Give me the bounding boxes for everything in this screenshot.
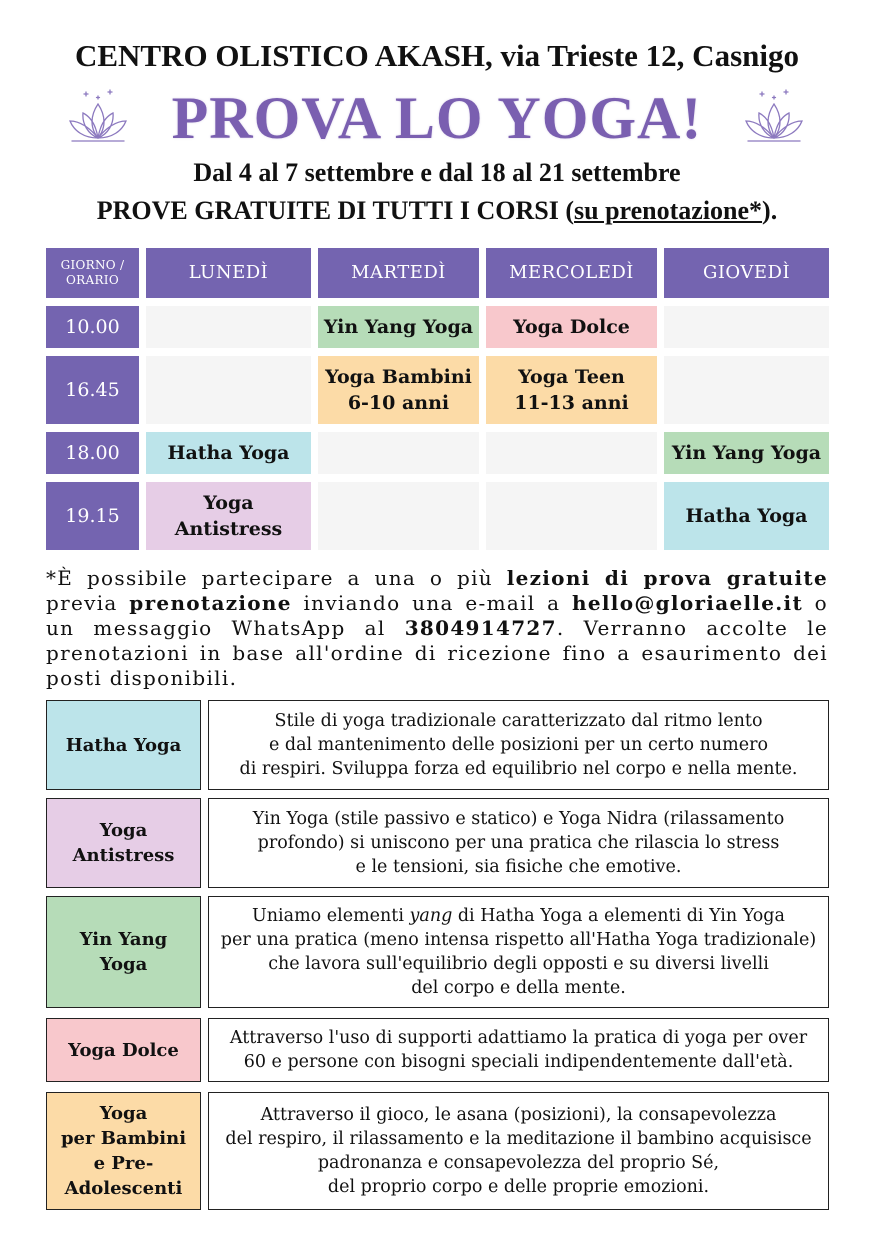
desc-text: Uniamo elementi: [252, 906, 410, 926]
desc-italic: yang: [409, 906, 453, 926]
booking-note: [46, 566, 828, 691]
schedule-slot: [664, 356, 829, 424]
phone-number[interactable]: 3804914727: [404, 616, 557, 640]
schedule-slot: Yoga Antistress: [146, 482, 311, 550]
course-description-dolce: Attraverso l'uso di supporti adattiamo la pratica di yoga per over 60 e persone con bisogni speciali indipendentemente dall'età.: [208, 1018, 829, 1082]
schedule-slot: Yoga Bambini 6-10 anni: [318, 356, 479, 424]
corner-cell: [46, 248, 139, 298]
dates-line: Dal 4 al 7 settembre e dal 18 al 21 settembre: [193, 158, 681, 187]
note-bold: lezioni di prova gratuite: [506, 566, 828, 590]
time-cell: 19.15: [46, 482, 139, 550]
note-text: . Verranno accolte le prenotazioni in base all'ordine di ricezione fino a esaurimento dei posti disponibili.: [46, 616, 828, 690]
schedule-slot: [486, 482, 657, 550]
schedule-slot: [318, 482, 479, 550]
day-header-thursday: GIOVEDÌ: [664, 248, 829, 298]
course-label-hatha: Hatha Yoga: [46, 700, 201, 790]
course-description-bambini: Attraverso il gioco, le asana (posizioni), la consapevolezza del respiro, il rilassamento e la meditazione il bambino acquisisce padronanza e consapevolezza del proprio Sé, del proprio corpo e delle proprie emozioni.: [208, 1092, 829, 1210]
note-text: previa: [46, 591, 130, 615]
corner-line-1: GIORNO /: [60, 258, 125, 272]
corner-line-2: ORARIO: [66, 273, 119, 287]
course-label-yinyang: Yin Yang Yoga: [46, 896, 201, 1008]
schedule-slot: Hatha Yoga: [146, 432, 311, 474]
time-cell: 18.00: [46, 432, 139, 474]
course-description-yinyang: [208, 896, 829, 1008]
note-text: *È possibile partecipare a una o più: [46, 566, 507, 590]
course-description-antistress: Yin Yoga (stile passivo e statico) e Yoga Nidra (rilassamento profondo) si uniscono per una pratica che rilascia lo stress e le tensioni, sia fisiche che emotive.: [208, 798, 829, 888]
email-link[interactable]: hello@gloriaelle.it: [572, 591, 803, 615]
course-label-antistress: Yoga Antistress: [46, 798, 201, 888]
schedule-slot: [664, 306, 829, 348]
schedule-slot: [486, 432, 657, 474]
page-title: PROVA LO YOGA!: [171, 85, 703, 151]
promo-suffix: ).: [762, 196, 778, 225]
day-header-wednesday: MERCOLEDÌ: [486, 248, 657, 298]
schedule-slot: [146, 306, 311, 348]
schedule-slot: Yoga Dolce: [486, 306, 657, 348]
day-header-monday: LUNEDÌ: [146, 248, 311, 298]
course-description-yinyang-text: [221, 904, 816, 1000]
time-cell: 10.00: [46, 306, 139, 348]
desc-text: di Hatha Yoga a elementi di Yin Yoga per una pratica (meno intensa rispetto all'Hatha Yoga tradizionale) che lavora sull'equilibrio degli opposti e su diversi livelli del corpo e della mente.: [220, 906, 817, 998]
schedule-slot: [146, 356, 311, 424]
promo-prefix: PROVE GRATUITE DI TUTTI I CORSI (: [96, 196, 575, 225]
course-description-hatha: Stile di yoga tradizionale caratterizzato dal ritmo lento e dal mantenimento delle posizioni per un certo numero di respiri. Sviluppa forza ed equilibrio nel corpo e nella mente.: [208, 700, 829, 790]
booking-link[interactable]: su prenotazione*: [574, 196, 763, 225]
schedule-slot: [318, 432, 479, 474]
venue-line: CENTRO OLISTICO AKASH, via Trieste 12, Casnigo: [74, 38, 799, 73]
schedule-slot: Yin Yang Yoga: [664, 432, 829, 474]
schedule-slot: Hatha Yoga: [664, 482, 829, 550]
course-label-dolce: Yoga Dolce: [46, 1018, 201, 1082]
note-text: o un messaggio WhatsApp al: [46, 591, 829, 640]
time-cell: 16.45: [46, 356, 139, 424]
note-text: inviando una e-mail a: [291, 591, 573, 615]
note-bold: prenotazione: [129, 591, 292, 615]
day-header-tuesday: MARTEDÌ: [318, 248, 479, 298]
schedule-slot: Yoga Teen 11-13 anni: [486, 356, 657, 424]
schedule-slot: Yin Yang Yoga: [318, 306, 479, 348]
promo-line: [0, 196, 874, 226]
course-label-bambini: Yoga per Bambini e Pre- Adolescenti: [46, 1092, 201, 1210]
